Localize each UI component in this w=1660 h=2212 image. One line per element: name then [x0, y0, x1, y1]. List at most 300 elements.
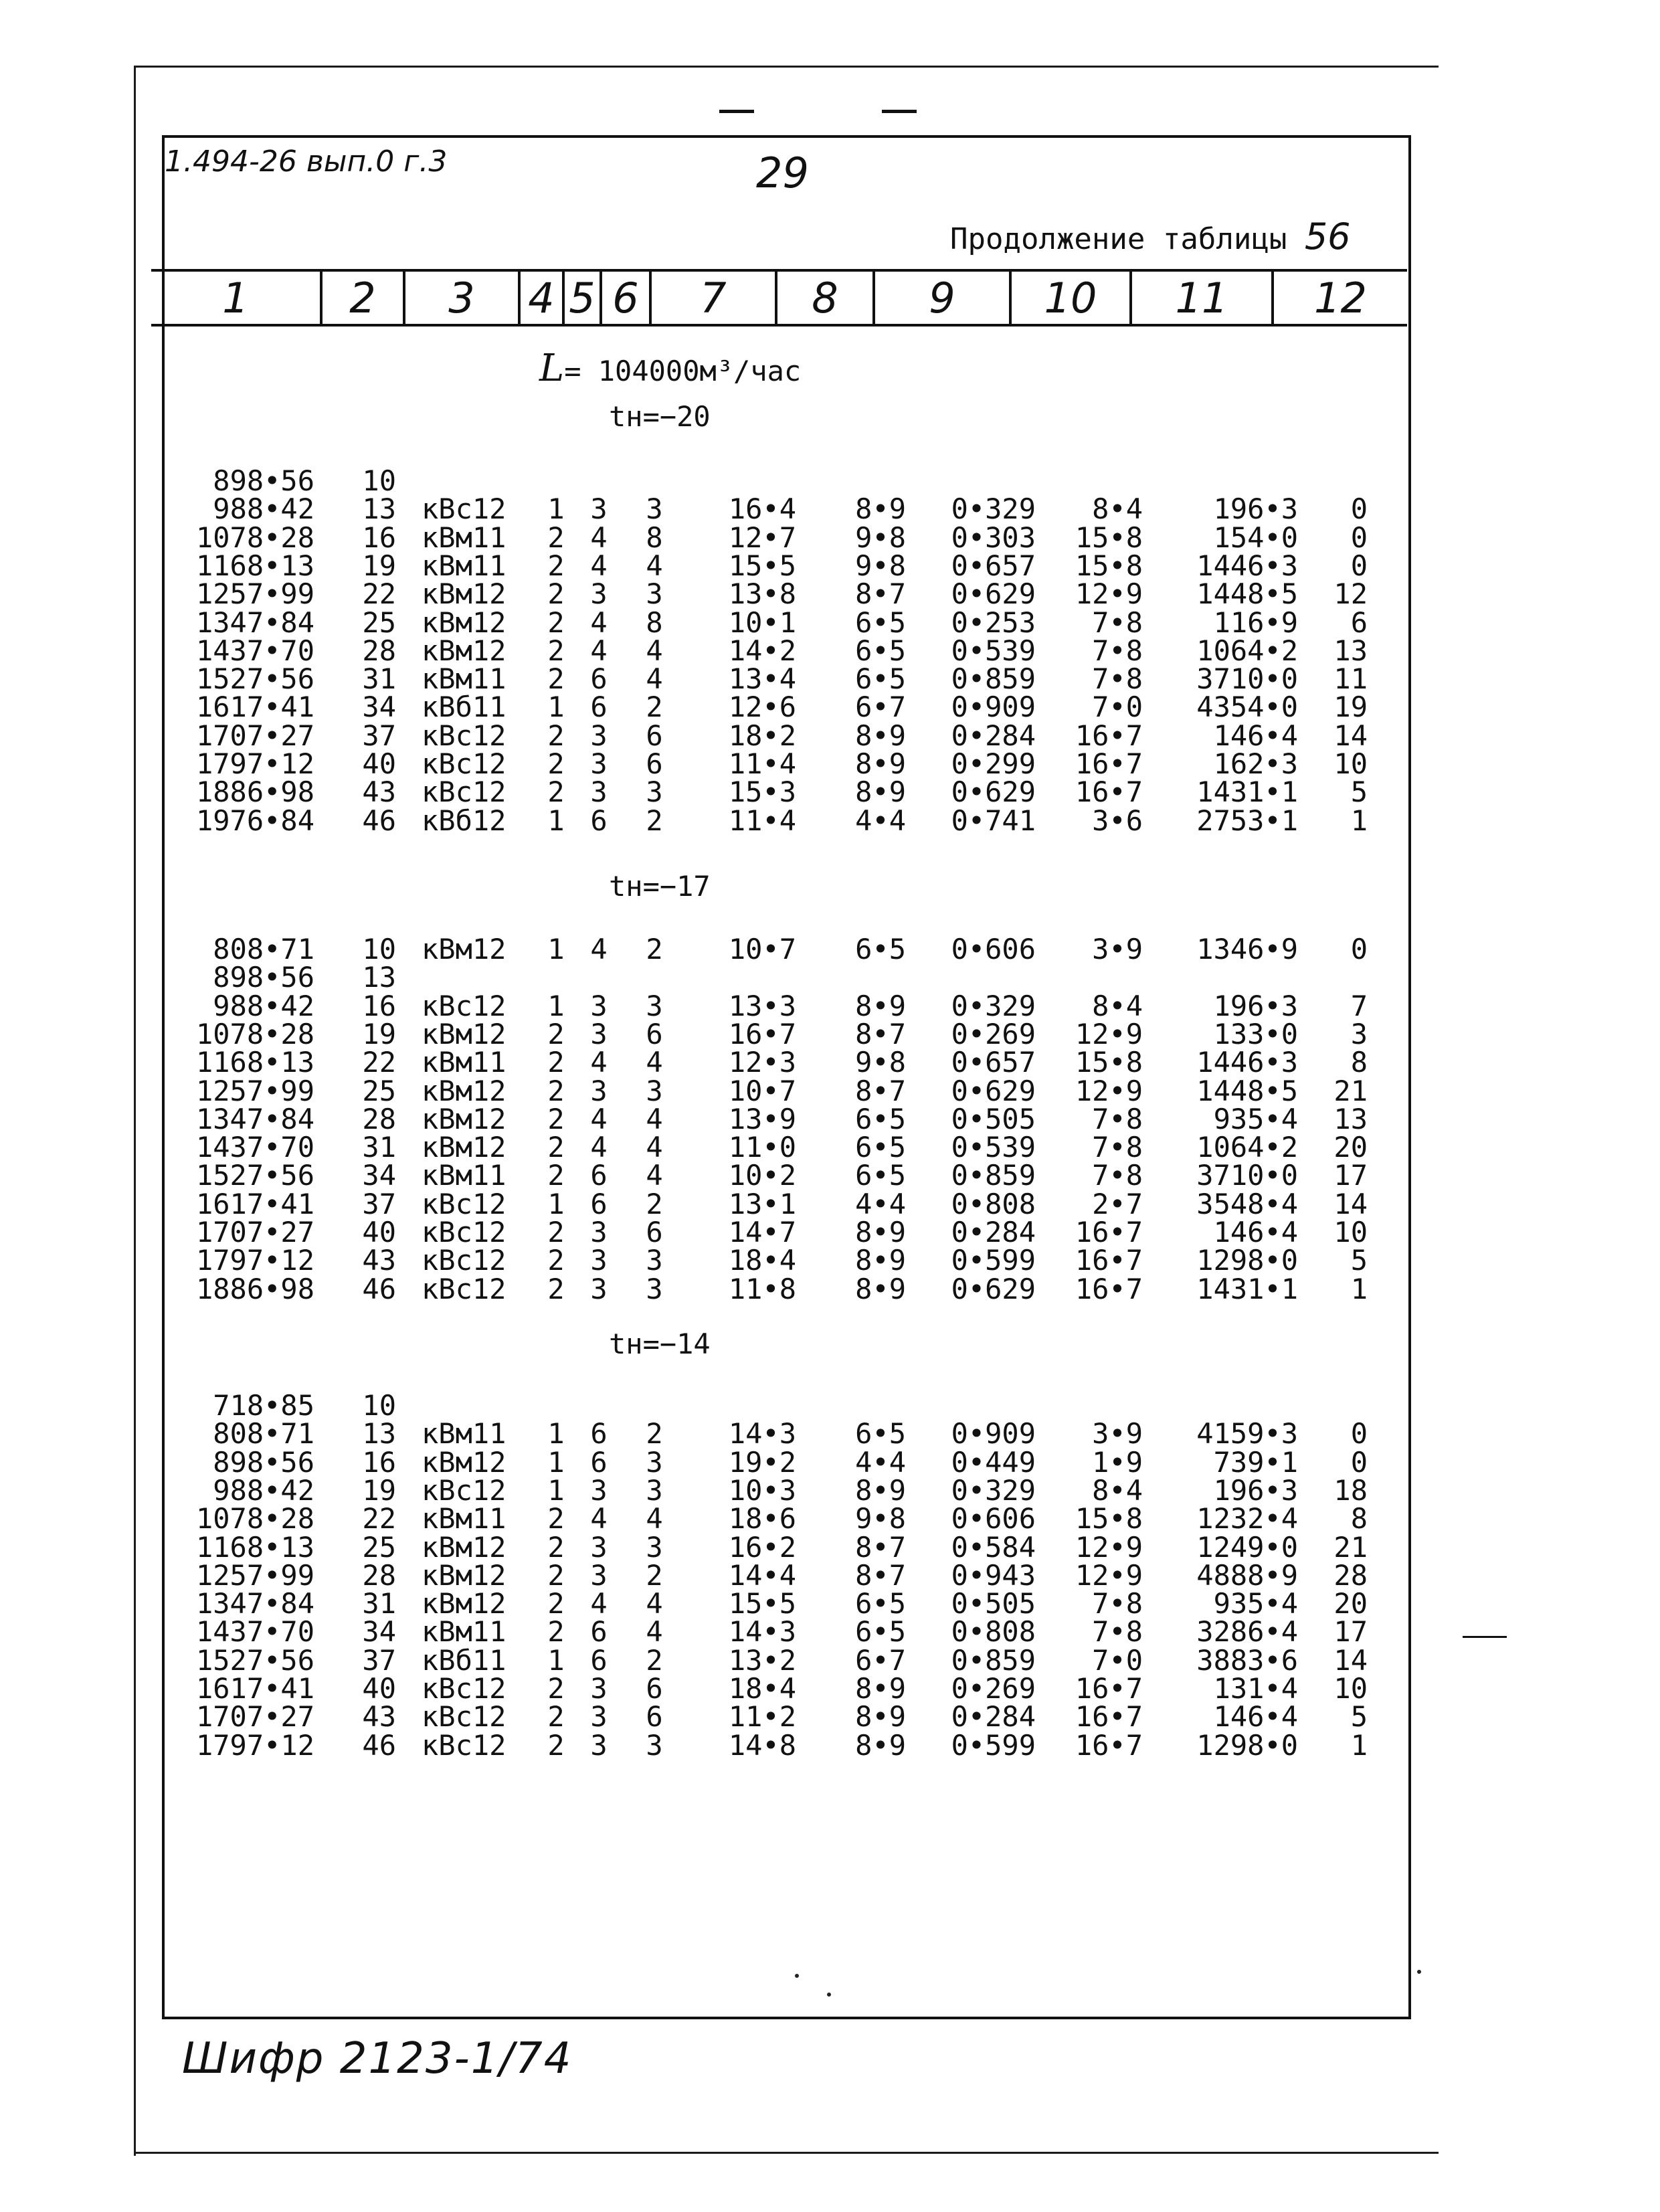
column-number: 2 — [322, 272, 405, 324]
table-cell: 13 — [1333, 634, 1368, 667]
table-cell: 2 — [547, 1615, 565, 1648]
table-cell: 3710•0 — [1196, 662, 1298, 695]
table-cell: 2 — [547, 719, 565, 752]
table-cell: 3 — [590, 1018, 608, 1050]
table-cell: 19 — [362, 1474, 396, 1507]
table-cell: кВс12 — [422, 1700, 506, 1733]
table-cell — [1164, 467, 1298, 495]
table-cell: 20 — [1333, 1131, 1368, 1164]
table-cell: 3286•4 — [1196, 1615, 1298, 1648]
table-cell: 8•9 — [855, 747, 906, 780]
table-cell: 6 — [590, 1615, 608, 1648]
table-cell: 11•0 — [728, 1131, 796, 1164]
table-cell: 40 — [362, 1216, 396, 1249]
table-cell: 4 — [646, 1502, 663, 1535]
table-cell: 34 — [362, 1159, 396, 1192]
table-cell: кВс12 — [422, 1216, 506, 1249]
table-row — [0, 775, 1660, 808]
table-row — [0, 464, 1660, 497]
table-cell: 8•7 — [855, 1559, 906, 1592]
table-row — [0, 1672, 1660, 1705]
table-cell: 12•9 — [1075, 1075, 1143, 1107]
table-cell: 13 — [362, 1417, 396, 1450]
table-cell: 3 — [590, 1672, 608, 1705]
column-number: 8 — [777, 272, 875, 324]
table-cell: 988•42 — [213, 492, 314, 525]
table-cell: 4 — [590, 1587, 608, 1620]
table-cell: 2 — [547, 1075, 565, 1107]
table-cell: 2 — [547, 1587, 565, 1620]
table-cell: 21 — [1333, 1075, 1368, 1107]
table-cell: 196•3 — [1213, 990, 1298, 1022]
table-cell: кВм11 — [422, 1502, 506, 1535]
table-cell: 1527•56 — [195, 1644, 314, 1677]
table-cell: 3 — [590, 577, 608, 610]
table-cell: 3 — [590, 719, 608, 752]
column-number: 6 — [602, 272, 652, 324]
table-row — [0, 1446, 1660, 1479]
table-cell: 14 — [1333, 719, 1368, 752]
table-cell: 718•85 — [213, 1389, 314, 1422]
table-cell: 46 — [362, 804, 396, 837]
table-cell: 7•0 — [1092, 690, 1143, 723]
table-cell: 15•8 — [1075, 521, 1143, 554]
table-cell: 7•8 — [1092, 1615, 1143, 1648]
table-cell: 935•4 — [1213, 1587, 1298, 1620]
table-cell: 8•4 — [1092, 492, 1143, 525]
table-cell: 13•4 — [728, 662, 796, 695]
table-cell: 1707•27 — [195, 1700, 314, 1733]
table-cell: 10•7 — [728, 933, 796, 965]
table-cell: 13 — [1333, 1103, 1368, 1135]
table-cell: 11•2 — [728, 1700, 796, 1733]
table-cell: 13 — [362, 961, 396, 994]
table-cell: 28 — [362, 1559, 396, 1592]
table-cell: 3 — [590, 775, 608, 808]
table-cell: кВм12 — [422, 933, 506, 965]
table-cell: 14•8 — [728, 1729, 796, 1762]
table-row — [0, 1105, 1660, 1133]
table-cell: 1437•70 — [195, 1615, 314, 1648]
table-cell: 12•9 — [1075, 1531, 1143, 1564]
table-cell: 739•1 — [1213, 1446, 1298, 1479]
table-cell — [634, 467, 674, 495]
table-row — [0, 1244, 1660, 1277]
table-cell — [1164, 963, 1298, 992]
table-cell: 2 — [547, 634, 565, 667]
table-cell: 18•2 — [728, 719, 796, 752]
table-cell: 1 — [547, 933, 565, 965]
table-cell: 3 — [646, 492, 663, 525]
table-cell: 16 — [362, 1446, 396, 1479]
document-reference: 1.494-26 вып.0 г.3 — [165, 145, 448, 179]
table-cell: 4•4 — [855, 1188, 906, 1220]
table-cell: 2 — [646, 804, 663, 837]
table-cell: 2 — [646, 1559, 663, 1592]
table-cell — [539, 1392, 573, 1420]
table-cell: 6 — [646, 1672, 663, 1705]
table-cell: 19 — [1333, 690, 1368, 723]
scan-speck — [1417, 1970, 1421, 1974]
table-cell: 6 — [590, 1159, 608, 1192]
table-cell: 1797•12 — [195, 747, 314, 780]
table-cell: 15•5 — [728, 549, 796, 582]
table-cell: 6•7 — [855, 1644, 906, 1677]
table-cell: 4 — [646, 1131, 663, 1164]
table-cell — [703, 1392, 796, 1420]
column-number: 10 — [1012, 272, 1132, 324]
table-cell: 1976•84 — [195, 804, 314, 837]
table-row — [0, 1559, 1660, 1592]
table-cell: 14•2 — [728, 634, 796, 667]
table-cell: 0•329 — [951, 1474, 1036, 1507]
table-cell: 15•5 — [728, 1587, 796, 1620]
table-cell: 3710•0 — [1196, 1159, 1298, 1192]
table-cell: 0•629 — [951, 775, 1036, 808]
table-cell: 898•56 — [213, 961, 314, 994]
table-cell: 12•9 — [1075, 1018, 1143, 1050]
table-cell: 1886•98 — [195, 1273, 314, 1305]
table-cell: 6•5 — [855, 933, 906, 965]
table-cell: 11•4 — [728, 804, 796, 837]
table-cell: 0 — [1350, 521, 1368, 554]
table-cell: 10 — [362, 933, 396, 965]
table-cell: 0•539 — [951, 634, 1036, 667]
table-cell: 6 — [590, 662, 608, 695]
table-cell: 1617•41 — [195, 1188, 314, 1220]
table-cell: 6 — [590, 690, 608, 723]
table-cell: 13•3 — [728, 990, 796, 1022]
table-row — [0, 1048, 1660, 1077]
table-cell: кВм12 — [422, 1103, 506, 1135]
table-cell: 4159•3 — [1196, 1417, 1298, 1450]
table-cell: 2 — [646, 1644, 663, 1677]
table-cell: 2 — [547, 1531, 565, 1564]
table-cell: 43 — [362, 775, 396, 808]
table-cell: 0•808 — [951, 1615, 1036, 1648]
table-cell: 0•657 — [951, 549, 1036, 582]
table-cell: 8•9 — [855, 1474, 906, 1507]
table-cell: 25 — [362, 606, 396, 639]
table-cell: 0•859 — [951, 1159, 1036, 1192]
table-cell: 2 — [547, 1700, 565, 1733]
table-cell: 2 — [547, 1244, 565, 1277]
table-cell: 5 — [1350, 1244, 1368, 1277]
table-cell: кВм12 — [422, 1446, 506, 1479]
table-cell: 3 — [646, 1273, 663, 1305]
table-cell: кВс12 — [422, 1188, 506, 1220]
table-row — [0, 1020, 1660, 1048]
table-cell: 8•9 — [855, 1729, 906, 1762]
table-cell: кВс12 — [422, 1273, 506, 1305]
table-row — [0, 1190, 1660, 1218]
page-number: 29 — [756, 149, 809, 197]
table-cell: 28 — [362, 1103, 396, 1135]
continued-caption — [950, 215, 1351, 258]
table-row — [0, 1615, 1660, 1648]
table-cell: 19•2 — [728, 1446, 796, 1479]
table-cell — [422, 1392, 522, 1420]
table-cell: 25 — [362, 1531, 396, 1564]
table-cell: 146•4 — [1213, 1700, 1298, 1733]
table-row — [0, 577, 1660, 610]
table-cell: 1 — [547, 990, 565, 1022]
table-cell: 16•7 — [1075, 1729, 1143, 1762]
table-cell: 3 — [646, 1729, 663, 1762]
table-cell: 4 — [590, 1502, 608, 1535]
table-cell: кВб11 — [422, 690, 506, 723]
table-cell — [1319, 1392, 1368, 1420]
table-cell: 1•9 — [1092, 1446, 1143, 1479]
table-row — [0, 549, 1660, 582]
table-cell: кВм11 — [422, 549, 506, 582]
table-cell: 22 — [362, 1502, 396, 1535]
table-row — [0, 662, 1660, 695]
table-cell — [703, 467, 796, 495]
column-number: 7 — [652, 272, 777, 324]
table-cell: 3 — [590, 1474, 608, 1507]
table-cell: 0•599 — [951, 1729, 1036, 1762]
table-cell: 16•7 — [1075, 719, 1143, 752]
table-cell: 0•505 — [951, 1587, 1036, 1620]
table-cell: 3 — [646, 1446, 663, 1479]
table-cell: 2 — [547, 549, 565, 582]
table-cell: кВс12 — [422, 1672, 506, 1705]
table-row — [0, 1159, 1660, 1192]
table-cell: 34 — [362, 1615, 396, 1648]
table-cell: 18•6 — [728, 1502, 796, 1535]
table-cell: 10•3 — [728, 1474, 796, 1507]
table-cell: 196•3 — [1213, 492, 1298, 525]
table-cell: кВм12 — [422, 1559, 506, 1592]
table-cell: 0 — [1350, 549, 1368, 582]
table-cell: 1347•84 — [195, 1103, 314, 1135]
table-cell: 1168•13 — [195, 1531, 314, 1564]
table-cell — [539, 467, 573, 495]
table-cell: 2 — [547, 775, 565, 808]
table-cell: 3 — [590, 1531, 608, 1564]
table-cell: 3 — [590, 1729, 608, 1762]
table-cell: 1257•99 — [195, 1075, 314, 1107]
table-cell: 4 — [590, 549, 608, 582]
table-cell: 1078•28 — [195, 521, 314, 554]
table-cell: 37 — [362, 1188, 396, 1220]
table-cell: кВм11 — [422, 1417, 506, 1450]
table-cell: 1431•1 — [1196, 775, 1298, 808]
table-cell — [1050, 1392, 1143, 1420]
table-cell: 1527•56 — [195, 662, 314, 695]
table-cell: кВм12 — [422, 1587, 506, 1620]
table-cell: 3 — [646, 990, 663, 1022]
table-cell: 1064•2 — [1196, 634, 1298, 667]
table-cell: 196•3 — [1213, 1474, 1298, 1507]
table-cell — [422, 467, 522, 495]
table-cell: 14•7 — [728, 1216, 796, 1249]
scan-speck — [795, 1974, 799, 1978]
table-cell: 5 — [1350, 1700, 1368, 1733]
table-cell: 1 — [547, 1644, 565, 1677]
table-cell: 0•741 — [951, 804, 1036, 837]
table-cell: 8 — [1350, 1046, 1368, 1079]
table-cell: 5 — [1350, 775, 1368, 808]
table-cell: 4 — [590, 933, 608, 965]
column-number: 9 — [875, 272, 1012, 324]
table-cell — [1164, 1392, 1298, 1420]
table-cell: 2 — [646, 933, 663, 965]
table-cell: 8 — [646, 521, 663, 554]
table-cell — [539, 963, 573, 992]
table-cell: 16•7 — [1075, 1672, 1143, 1705]
table-cell: 46 — [362, 1273, 396, 1305]
table-cell: 2 — [646, 690, 663, 723]
table-cell: 13•2 — [728, 1644, 796, 1677]
table-cell: 0•539 — [951, 1131, 1036, 1164]
table-cell: 4 — [646, 1103, 663, 1135]
table-row — [0, 1275, 1660, 1303]
table-cell: 1 — [547, 1446, 565, 1479]
table-cell: 6 — [646, 1700, 663, 1733]
table-cell: 1448•5 — [1196, 1075, 1298, 1107]
top-dash-right — [882, 110, 917, 113]
table-cell: 16•7 — [1075, 747, 1143, 780]
table-cell: кВс12 — [422, 990, 506, 1022]
table-cell: 4 — [590, 606, 608, 639]
table-number: 56 — [1304, 215, 1351, 258]
table-cell: 1431•1 — [1196, 1273, 1298, 1305]
table-cell: 8•9 — [855, 492, 906, 525]
table-cell: 1298•0 — [1196, 1244, 1298, 1277]
table-cell — [826, 467, 906, 495]
table-cell: 7 — [1350, 990, 1368, 1022]
table-cell: 10 — [362, 464, 396, 497]
table-cell: 10 — [1333, 747, 1368, 780]
table-cell: 3 — [590, 1559, 608, 1592]
table-row — [0, 1700, 1660, 1733]
table-cell: 6 — [590, 1188, 608, 1220]
table-cell: 8•9 — [855, 775, 906, 808]
table-cell: 1078•28 — [195, 1018, 314, 1050]
table-cell: кВм11 — [422, 1159, 506, 1192]
table-cell: 20 — [1333, 1587, 1368, 1620]
table-cell — [703, 963, 796, 992]
table-cell: 37 — [362, 1644, 396, 1677]
table-cell: 3 — [590, 990, 608, 1022]
table-cell: 988•42 — [213, 990, 314, 1022]
table-cell: 8•7 — [855, 577, 906, 610]
table-cell: 1078•28 — [195, 1502, 314, 1535]
table-cell: 3 — [590, 1216, 608, 1249]
table-cell — [922, 963, 1036, 992]
table-cell: 2 — [646, 1417, 663, 1450]
table-cell: 16•7 — [728, 1018, 796, 1050]
table-cell: 2 — [646, 1188, 663, 1220]
table-cell: 1707•27 — [195, 1216, 314, 1249]
airflow-caption — [539, 347, 801, 390]
table-cell: 22 — [362, 577, 396, 610]
table-cell: 12•9 — [1075, 577, 1143, 610]
table-cell: 2 — [547, 606, 565, 639]
table-cell: 3 — [1350, 1018, 1368, 1050]
table-cell: кВм12 — [422, 577, 506, 610]
table-cell: 3•9 — [1092, 1417, 1143, 1450]
continued-label: Продолжение таблицы — [950, 222, 1287, 256]
table-cell: 1 — [1350, 1729, 1368, 1762]
table-cell: 8 — [646, 606, 663, 639]
table-row — [0, 492, 1660, 525]
table-row — [0, 747, 1660, 780]
table-cell: 133•0 — [1213, 1018, 1298, 1050]
table-cell: 4 — [590, 1131, 608, 1164]
table-cell: 16•2 — [728, 1531, 796, 1564]
table-cell: 0•629 — [951, 1273, 1036, 1305]
column-number: 3 — [405, 272, 521, 324]
table-cell: кВб11 — [422, 1644, 506, 1677]
table-row — [0, 804, 1660, 837]
table-cell: 16•7 — [1075, 1216, 1143, 1249]
table-cell: 9•8 — [855, 549, 906, 582]
table-row — [0, 1587, 1660, 1620]
table-cell: 3 — [646, 1474, 663, 1507]
table-cell: 3 — [590, 1273, 608, 1305]
table-cell: 0 — [1350, 492, 1368, 525]
table-cell: 13•1 — [728, 1188, 796, 1220]
table-cell: 2753•1 — [1196, 804, 1298, 837]
table-cell: 8•9 — [855, 1216, 906, 1249]
table-cell: 2 — [547, 1729, 565, 1762]
table-cell: 10 — [1333, 1672, 1368, 1705]
table-cell: 12•3 — [728, 1046, 796, 1079]
table-cell: 3 — [646, 775, 663, 808]
table-cell: 15•3 — [728, 775, 796, 808]
table-cell: 6•5 — [855, 1131, 906, 1164]
table-row — [0, 1531, 1660, 1564]
table-cell — [634, 1392, 674, 1420]
table-cell: 10 — [362, 1389, 396, 1422]
table-cell: 4 — [646, 662, 663, 695]
table-cell: 3 — [646, 577, 663, 610]
table-cell: 4 — [646, 1587, 663, 1620]
table-cell: 31 — [362, 662, 396, 695]
airflow-value: = 104000м³/час — [564, 355, 802, 387]
table-cell: 131•4 — [1213, 1672, 1298, 1705]
table-cell: 0•284 — [951, 719, 1036, 752]
table-cell: 21 — [1333, 1531, 1368, 1564]
table-cell: 7•0 — [1092, 1644, 1143, 1677]
table-cell: кВс12 — [422, 775, 506, 808]
table-cell: кВс12 — [422, 747, 506, 780]
table-cell — [1050, 963, 1143, 992]
table-cell: 4•4 — [855, 1446, 906, 1479]
table-cell: 1448•5 — [1196, 577, 1298, 610]
table-cell: 16•4 — [728, 492, 796, 525]
table-cell: 0•449 — [951, 1446, 1036, 1479]
table-cell: 4 — [646, 1615, 663, 1648]
table-cell: 1707•27 — [195, 719, 314, 752]
table-cell: 0•943 — [951, 1559, 1036, 1592]
table-cell: 2 — [547, 1559, 565, 1592]
table-cell: 0 — [1350, 1417, 1368, 1450]
table-cell: 1257•99 — [195, 577, 314, 610]
table-cell: 0•299 — [951, 747, 1036, 780]
table-cell: кВс12 — [422, 1244, 506, 1277]
table-cell: 6•7 — [855, 690, 906, 723]
table-cell: 1232•4 — [1196, 1502, 1298, 1535]
table-cell: 1 — [1350, 804, 1368, 837]
scan-speck — [827, 1993, 831, 1997]
table-cell: 18•4 — [728, 1672, 796, 1705]
table-cell: 10 — [1333, 1216, 1368, 1249]
table-row — [0, 1133, 1660, 1162]
